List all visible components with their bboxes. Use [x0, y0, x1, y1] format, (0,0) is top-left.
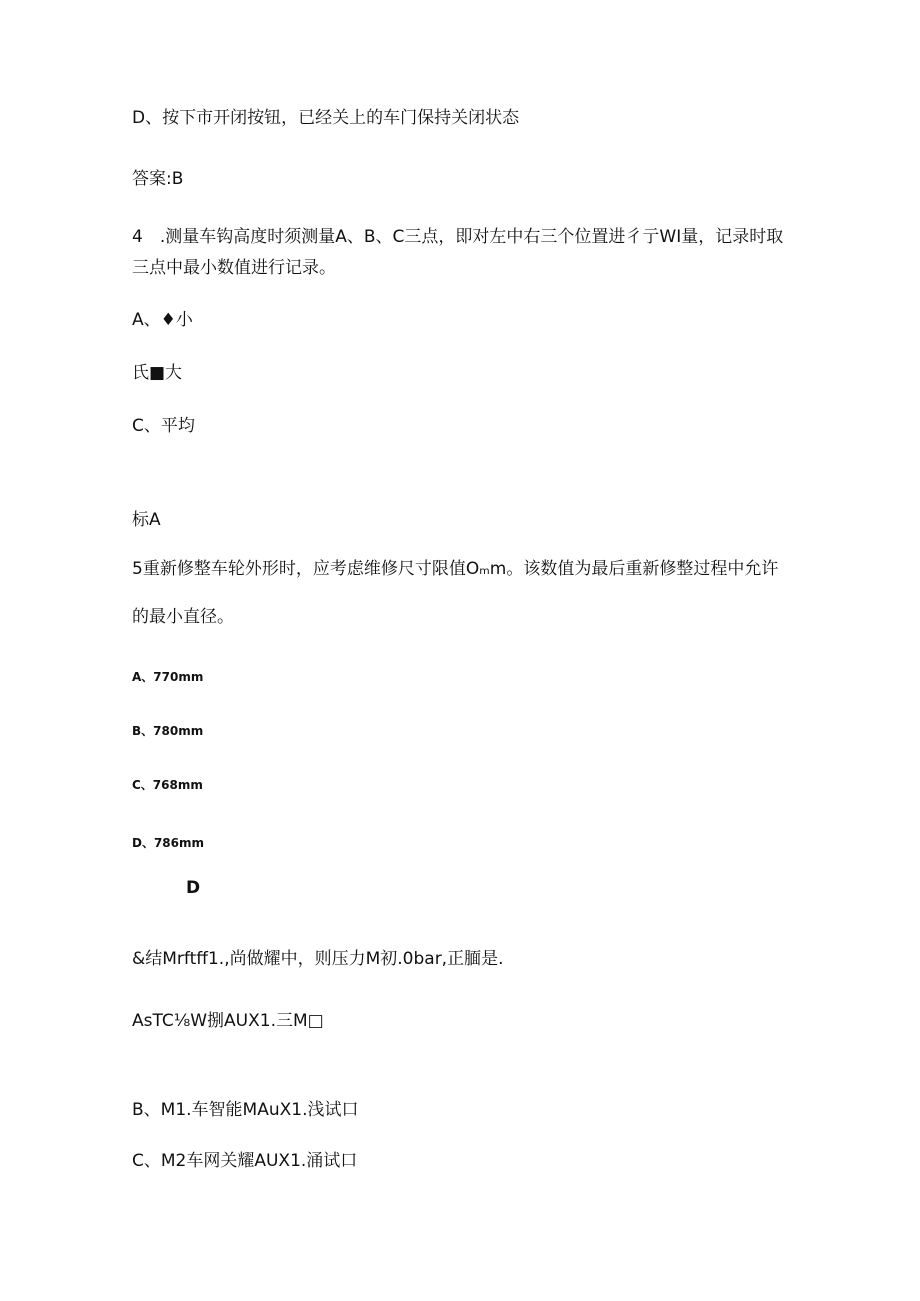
- option-d-door-button: D、按下市开闭按钮，已经关上的车门保持关闭状态: [132, 108, 520, 128]
- question-5-line-1: 5重新修整车轮外形时，应考虑维修尺寸限值Oₘm。该数值为最后重新修整过程中允许: [132, 559, 779, 579]
- question-5-option-b: B、780mm: [132, 724, 204, 738]
- question-6-option-c: C、M2车网关耀AUX1.涌试口: [132, 1151, 358, 1171]
- question-4-option-c: C、平均: [132, 416, 195, 436]
- question-4-option-b: 氏■大: [132, 363, 183, 383]
- answer-5: D: [186, 878, 201, 898]
- question-5-option-c: C、768mm: [132, 778, 203, 792]
- question-6-option-a: AsTC⅛W捌AUX1.三M□: [132, 1011, 324, 1031]
- question-4-option-a: A、♦小: [132, 310, 193, 330]
- question-5-line-2: 的最小直径。: [132, 607, 234, 627]
- question-6-line-1: &结Mrftff1.,尚做耀中，则压力M初.0bar,正腼是.: [132, 949, 504, 969]
- question-4-line-1: 4 .测量车钩高度时须测量A、B、C三点，即对左中右三个位置进彳亍WI量，记录时取: [132, 227, 784, 247]
- question-5-option-d: D、786mm: [132, 836, 205, 850]
- question-5-option-a: A、770mm: [132, 670, 204, 684]
- answer-4: 标A: [132, 510, 161, 530]
- question-4-line-2: 三点中最小数值进行记录。: [132, 258, 336, 278]
- answer-3: 答案:B: [132, 169, 184, 189]
- question-6-option-b: B、M1.车智能MAuX1.浅试口: [132, 1100, 359, 1120]
